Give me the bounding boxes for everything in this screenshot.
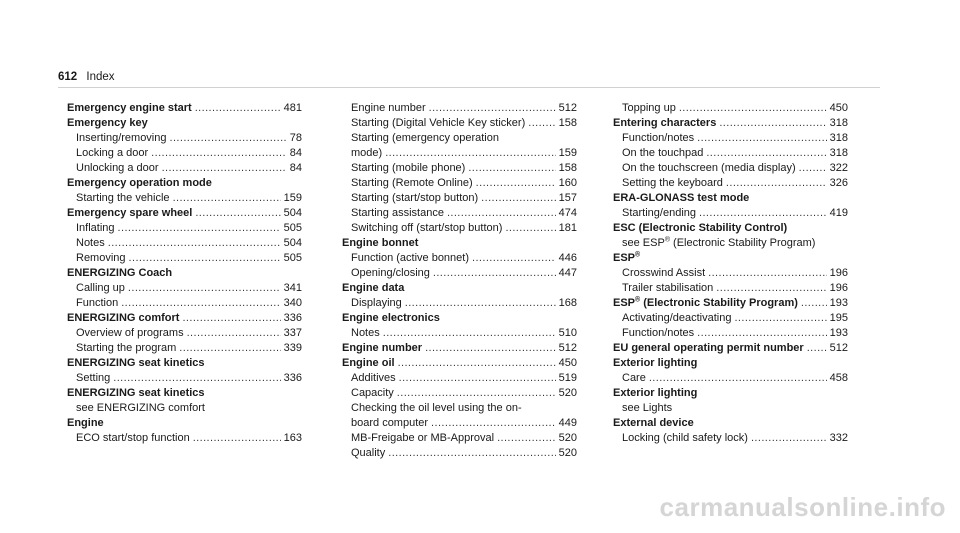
index-subentry-text: see ESP® (Electronic Stability Program) — [622, 236, 816, 249]
index-subentry — [342, 161, 577, 176]
index-subentry — [613, 101, 848, 116]
page-reference: 512 — [829, 342, 848, 354]
page-reference: 450 — [558, 357, 577, 369]
page-reference: 318 — [829, 132, 848, 144]
page-reference: 340 — [283, 297, 302, 309]
dot-leader — [706, 146, 826, 161]
entry-label: Function — [76, 297, 119, 309]
page-reference: 84 — [289, 147, 302, 159]
index-heading: ESP® — [613, 251, 641, 264]
entry-label: Displaying — [351, 297, 402, 309]
dot-leader — [118, 221, 281, 236]
index-subentry — [613, 161, 848, 176]
entry-label: ESP® (Electronic Stability Program) — [613, 296, 798, 309]
entry-label: Notes — [351, 327, 380, 339]
index-subentry — [342, 266, 577, 281]
index-heading-entry — [613, 116, 848, 131]
entry-label: Locking (child safety lock) — [622, 432, 748, 444]
index-heading: Exterior lighting — [613, 387, 698, 399]
page-reference: 193 — [829, 327, 848, 339]
dot-leader — [697, 326, 826, 341]
entry-label: Overview of programs — [76, 327, 184, 339]
index-heading: Engine bonnet — [342, 237, 419, 249]
page-reference: 520 — [558, 447, 577, 459]
page-reference: 318 — [829, 117, 848, 129]
dot-leader — [431, 416, 556, 431]
page-reference: 78 — [289, 132, 302, 144]
entry-label: Notes — [76, 237, 105, 249]
header-rule — [58, 87, 880, 88]
dot-leader — [726, 176, 827, 191]
dot-leader — [734, 311, 826, 326]
index-subentry — [67, 326, 302, 341]
entry-label: On the touchscreen (media display) — [622, 162, 796, 174]
dot-leader — [173, 191, 281, 206]
index-subentry-text: see Lights — [622, 402, 673, 414]
index-subentry — [342, 416, 577, 431]
page-reference: 159 — [558, 147, 577, 159]
index-column-1 — [67, 101, 302, 446]
index-subentry — [67, 191, 302, 206]
page-reference: 318 — [829, 147, 848, 159]
index-subentry — [342, 386, 577, 401]
page-reference: 519 — [558, 372, 577, 384]
index-subentry — [613, 371, 848, 386]
dot-leader — [128, 281, 281, 296]
index-heading: External device — [613, 417, 694, 429]
dot-leader — [193, 431, 281, 446]
dot-leader — [399, 371, 556, 386]
entry-label: Starting the program — [76, 342, 177, 354]
entry-label: Capacity — [351, 387, 394, 399]
page-reference: 158 — [558, 117, 577, 129]
page-reference: 332 — [829, 432, 848, 444]
page-reference: 449 — [558, 417, 577, 429]
dot-leader — [383, 326, 556, 341]
entry-label: Topping up — [622, 102, 676, 114]
page-reference: 158 — [558, 162, 577, 174]
dot-leader — [405, 296, 556, 311]
entry-label: mode) — [351, 147, 383, 159]
page-reference: 336 — [283, 312, 302, 324]
dot-leader — [649, 371, 827, 386]
entry-label: Calling up — [76, 282, 125, 294]
page-reference: 520 — [558, 432, 577, 444]
dot-leader — [429, 101, 556, 116]
entry-label: ECO start/stop function — [76, 432, 190, 444]
entry-label: Activating/deactivating — [622, 312, 732, 324]
page-reference: 163 — [283, 432, 302, 444]
index-heading-entry — [613, 296, 848, 311]
entry-label: Opening/closing — [351, 267, 430, 279]
page-reference: 458 — [829, 372, 848, 384]
index-heading: ENERGIZING Coach — [67, 267, 173, 279]
entry-label: Additives — [351, 372, 396, 384]
page-reference: 326 — [829, 177, 848, 189]
page-reference: 504 — [283, 237, 302, 249]
index-subentry — [342, 296, 577, 311]
index-heading: ENERGIZING seat kinetics — [67, 357, 205, 369]
entry-label: Starting assistance — [351, 207, 444, 219]
index-subentry — [613, 146, 848, 161]
dot-leader — [447, 206, 556, 221]
entry-label: Inflating — [76, 222, 115, 234]
entry-label: Setting the keyboard — [622, 177, 723, 189]
index-subentry — [342, 371, 577, 386]
index-subentry — [613, 176, 848, 191]
dot-leader — [505, 221, 555, 236]
page-reference: 339 — [283, 342, 302, 354]
entry-label: Starting/ending — [622, 207, 696, 219]
dot-leader — [468, 161, 555, 176]
page-reference: 160 — [558, 177, 577, 189]
entry-label: ENERGIZING comfort — [67, 312, 180, 324]
dot-leader — [528, 116, 555, 131]
entry-label: Emergency spare wheel — [67, 207, 193, 219]
page-reference: 510 — [558, 327, 577, 339]
index-subentry — [613, 131, 848, 146]
dot-leader — [398, 356, 556, 371]
dot-leader — [151, 146, 287, 161]
index-heading-entry — [342, 341, 577, 356]
dot-leader — [472, 251, 556, 266]
page-number: 612 — [58, 71, 78, 83]
entry-label: Engine number — [351, 102, 426, 114]
dot-leader — [751, 431, 827, 446]
page-reference: 336 — [283, 372, 302, 384]
page-reference: 168 — [558, 297, 577, 309]
entry-label: Engine oil — [342, 357, 395, 369]
entry-label: On the touchpad — [622, 147, 704, 159]
index-heading: Engine electronics — [342, 312, 440, 324]
entry-label: Unlocking a door — [76, 162, 159, 174]
section-title: Index — [86, 71, 115, 83]
dot-leader — [481, 191, 555, 206]
index-subentry — [67, 236, 302, 251]
index-subentry — [342, 221, 577, 236]
dot-leader — [162, 161, 287, 176]
dot-leader — [182, 311, 280, 326]
dot-leader — [129, 251, 281, 266]
index-heading-entry — [613, 341, 848, 356]
index-heading-entry — [67, 311, 302, 326]
index-subentry — [613, 206, 848, 221]
page-reference: 159 — [283, 192, 302, 204]
entry-label: Starting (Remote Online) — [351, 177, 473, 189]
dot-leader — [113, 371, 280, 386]
page-reference: 322 — [829, 162, 848, 174]
index-heading-entry — [67, 206, 302, 221]
dot-leader — [699, 206, 827, 221]
index-heading: Engine data — [342, 282, 405, 294]
entry-label: Function/notes — [622, 327, 695, 339]
page-reference: 474 — [558, 207, 577, 219]
page-reference: 512 — [558, 102, 577, 114]
index-subentry — [342, 326, 577, 341]
entry-label: Locking a door — [76, 147, 149, 159]
index-subentry — [67, 371, 302, 386]
entry-label: EU general operating permit number — [613, 342, 804, 354]
entry-label: Function/notes — [622, 132, 695, 144]
index-subentry — [342, 431, 577, 446]
dot-leader — [433, 266, 556, 281]
entry-label: Removing — [76, 252, 126, 264]
index-column-3 — [613, 101, 848, 446]
page-reference: 196 — [829, 267, 848, 279]
index-heading: Emergency operation mode — [67, 177, 212, 189]
page-reference: 505 — [283, 222, 302, 234]
entry-label: Switching off (start/stop button) — [351, 222, 503, 234]
page-reference: 446 — [558, 252, 577, 264]
dot-leader — [179, 341, 280, 356]
page-reference: 181 — [558, 222, 577, 234]
page-reference: 520 — [558, 387, 577, 399]
entry-label: board computer — [351, 417, 429, 429]
dot-leader — [388, 446, 555, 461]
page-reference: 512 — [558, 342, 577, 354]
dot-leader — [195, 101, 281, 116]
page-reference: 505 — [283, 252, 302, 264]
index-subentry — [613, 326, 848, 341]
entry-label: Starting (mobile phone) — [351, 162, 466, 174]
index-subentry — [342, 251, 577, 266]
index-subentry — [67, 251, 302, 266]
entry-label: Engine number — [342, 342, 423, 354]
page-reference: 84 — [289, 162, 302, 174]
entry-label: Setting — [76, 372, 111, 384]
index-subentry — [342, 116, 577, 131]
entry-label: Quality — [351, 447, 386, 459]
page-reference: 193 — [829, 297, 848, 309]
page-reference: 337 — [283, 327, 302, 339]
page-reference: 196 — [829, 282, 848, 294]
index-subentry — [342, 176, 577, 191]
page-reference: 157 — [558, 192, 577, 204]
entry-label: Function (active bonnet) — [351, 252, 470, 264]
index-subentry — [67, 341, 302, 356]
dot-leader — [385, 146, 555, 161]
dot-leader — [108, 236, 281, 251]
index-subentry — [342, 146, 577, 161]
dot-leader — [425, 341, 556, 356]
dot-leader — [476, 176, 556, 191]
index-subentry — [67, 161, 302, 176]
index-subentry — [67, 146, 302, 161]
index-subentry-text: Checking the oil level using the on- — [351, 402, 522, 414]
index-subentry — [67, 431, 302, 446]
index-subentry — [342, 191, 577, 206]
index-heading: Emergency key — [67, 117, 148, 129]
index-subentry — [67, 131, 302, 146]
dot-leader — [397, 386, 556, 401]
page-reference: 341 — [283, 282, 302, 294]
entry-label: Entering characters — [613, 117, 717, 129]
page-reference: 450 — [829, 102, 848, 114]
index-subentry — [613, 281, 848, 296]
dot-leader — [799, 161, 827, 176]
page-reference: 419 — [829, 207, 848, 219]
dot-leader — [697, 131, 826, 146]
dot-leader — [719, 116, 826, 131]
dot-leader — [708, 266, 827, 281]
index-heading-entry — [342, 356, 577, 371]
dot-leader — [497, 431, 556, 446]
index-subentry — [67, 281, 302, 296]
index-subentry — [67, 221, 302, 236]
index-heading: Exterior lighting — [613, 357, 698, 369]
dot-leader — [716, 281, 826, 296]
entry-label: Starting (start/stop button) — [351, 192, 479, 204]
entry-label: Starting (Digital Vehicle Key sticker) — [351, 117, 526, 129]
index-subentry — [67, 296, 302, 311]
dot-leader — [801, 296, 827, 311]
entry-label: Inserting/removing — [76, 132, 167, 144]
entry-label: Emergency engine start — [67, 102, 192, 114]
index-heading: Engine — [67, 417, 104, 429]
index-subentry — [613, 266, 848, 281]
index-heading-entry — [67, 101, 302, 116]
page-reference: 504 — [283, 207, 302, 219]
index-heading: ERA-GLONASS test mode — [613, 192, 750, 204]
index-heading: ENERGIZING seat kinetics — [67, 387, 205, 399]
dot-leader — [679, 101, 827, 116]
watermark: carmanualsonline.info — [659, 492, 946, 522]
dot-leader — [195, 206, 280, 221]
index-subentry — [342, 446, 577, 461]
entry-label: Trailer stabilisation — [622, 282, 714, 294]
index-subentry — [342, 101, 577, 116]
index-column-2 — [342, 101, 577, 461]
index-heading: ESC (Electronic Stability Control) — [613, 222, 788, 234]
dot-leader — [807, 341, 827, 356]
page-reference: 195 — [829, 312, 848, 324]
entry-label: Care — [622, 372, 646, 384]
page-header — [58, 71, 115, 83]
entry-label: MB-Freigabe or MB-Approval — [351, 432, 495, 444]
entry-label: Starting the vehicle — [76, 192, 170, 204]
index-subentry-text: see ENERGIZING comfort — [76, 402, 205, 414]
dot-leader — [187, 326, 281, 341]
index-subentry — [342, 206, 577, 221]
index-subentry — [613, 431, 848, 446]
page-reference: 447 — [558, 267, 577, 279]
index-subentry-text: Starting (emergency operation — [351, 132, 499, 144]
index-subentry — [613, 311, 848, 326]
page-reference: 481 — [283, 102, 302, 114]
dot-leader — [170, 131, 287, 146]
dot-leader — [121, 296, 280, 311]
entry-label: Crosswind Assist — [622, 267, 706, 279]
